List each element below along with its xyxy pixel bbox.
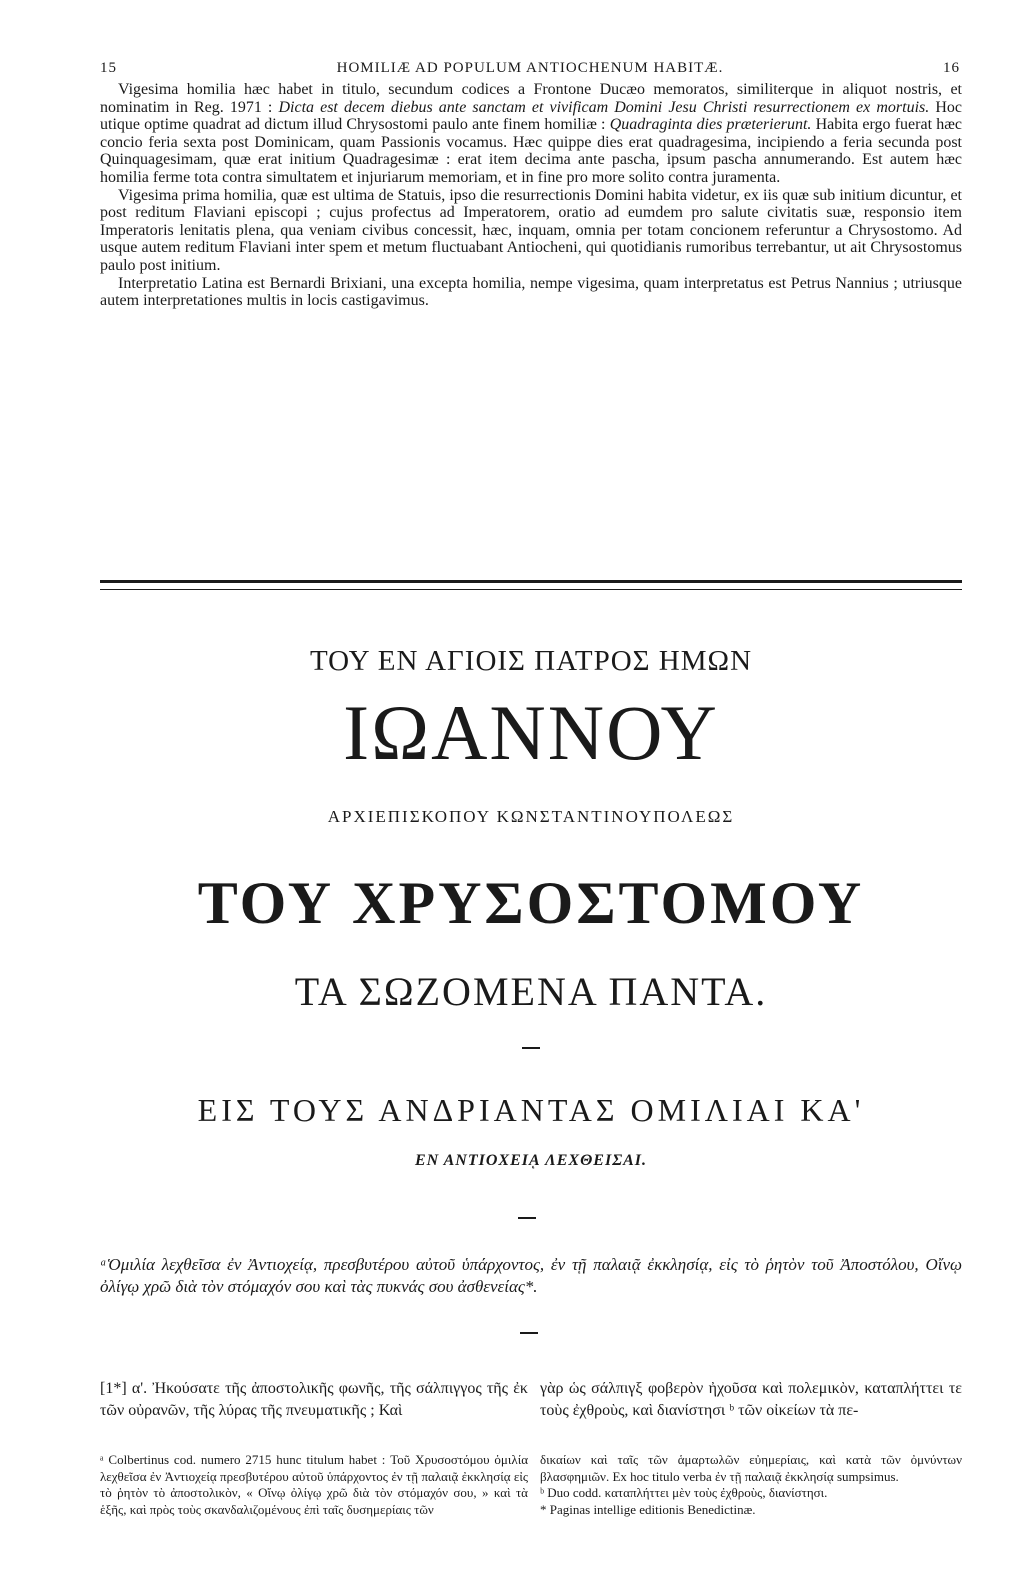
preface-paragraph-2: Vigesima prima homilia, quæ est ultima de Statuis, ipso die resurrectionis Domini habita videtur, ex iis quæ sub initium dicuntur, et post reditum Flaviani episcopi ; cujus profectus ad Imperatorem, oratio ad eumdem pro salute civitatis suæ, responsio item Imperatoris lenitatis plena, qua veniam civibus concessit, hæc, inquam, omnia per totam concionem referuntur a Chrysostomo. Ad usque autem reditum Flaviani inter spem et metum fluctuabant Antiocheni, qui quotidianis rumoribus terrebantur, ut ait Chrysostomus paulo post initium. (100, 186, 962, 274)
homilies-title: ΕΙΣ ΤΟΥΣ ΑΝΔΡΙΑΝΤΑΣ ΟΜΙΛΙΑΙ ΚΑ' (197, 1092, 865, 1128)
running-title: HOMILIÆ AD POPULUM ANTIOCHENUM HABITÆ. (336, 60, 724, 76)
title-chrysostom: ΤΟΥ ΧΡΥΣΟΣΤΟΜΟΥ (197, 870, 865, 936)
ornamental-dash (520, 1332, 538, 1334)
footnote-a-continued: δικαίων καὶ ταῖς τῶν ἁμαρτωλῶν εὐημερίαις, καὶ κατὰ τῶν ὀμνύντων βλασφημιῶν. Ex hoc titulo verba ἐν τῇ παλαιᾷ ἐκκλησίᾳ sumpsimus. (540, 1452, 962, 1484)
latin-preface (100, 81, 962, 310)
ornamental-dash (522, 1047, 540, 1049)
preface-text: Hoc utique optime quadrat ad dictum illud Chrysostomi paulo ante finem homiliæ : (100, 98, 963, 134)
homilies-subtitle: ΕΝ ΑΝΤΙΟΧΕΙᾼ ΛΕΧΘΕΙΣΑΙ. (415, 1152, 647, 1169)
title-author-name: ΙΩΑΝΝΟΥ (343, 689, 719, 776)
section-divider (100, 580, 962, 590)
preface-italic-quote: Dicta est decem diebus ante sanctam et vivificam Domini Jesu Christi resurrectionem ex mortuis. (278, 98, 930, 116)
body-column-right: γὰρ ὡς σάλπιγξ φοβερὸν ἠχοῦσα καὶ πολεμικὸν, καταπλήττει τε τοὺς ἐχθροὺς, καὶ διανίστησι ᵇ τῶν οἰκείων τὰ πε- (540, 1380, 962, 1419)
preface-paragraph-1 (100, 81, 962, 187)
preface-text: Habita ergo fuerat hæc concio feria sexta post Dominicam, quam Passionis vocamus. Hæc quippe dies erat quadragesima, incipiendo a feria secunda post Quinquagesimam, quæ erat initium Quadragesimæ : erat item decima ante pascha, ipsum pascha annumerando. Est autem hæc homilia ferme tota contra simultatem et injuriarum memoriam, et in fine pro more solito contra juramenta. (100, 116, 962, 186)
page-number-left: 15 (100, 60, 117, 76)
footnote-left: ᵃ Colbertinus cod. numero 2715 hunc titulum habet : Τοῦ Χρυσοστόμου ὁμιλία λεχθεῖσα ἐν Ἀντιοχείᾳ πρεσβυτέρου αὐτοῦ ὑπάρχοντος ἐν τῇ παλαιᾷ ἐκκλησίᾳ εἰς τὸ ῥητὸν τὸ ἀποστολικὸν, « Οἴνῳ ὀλίγῳ χρῶ διὰ τὸν στόμαχόν σου, » καὶ τὰ ἑξῆς, καὶ πρὸς τοὺς σκανδαλιζομένους ἐπὶ ταῖς δυσημερίαις τῶν (100, 1452, 528, 1517)
homily-epigraph: ᵃὉμιλία λεχθεῖσα ἐν Ἀντιοχείᾳ, πρεσβυτέρου αὐτοῦ ὑπάρχοντος, ἐν τῇ παλαιᾷ ἐκκλησίᾳ, εἰς τὸ ῥητὸν τοῦ Ἀποστόλου, Οἴνῳ ὀλίγῳ χρῶ διὰ τὸν στόμαχόν σου καὶ τὰς πυκνάς σου ἀσθενείας*. (100, 1255, 962, 1296)
preface-paragraph-3: Interpretatio Latina est Bernardi Brixiani, una excepta homilia, nempe vigesima, quam interpretatus est Petrus Nannius ; utriusque autem interpretationes multis in locis castigavimus. (100, 274, 962, 310)
title-line-5: ΤΑ ΣΩΖΟΜΕΝΑ ΠΑΝΤΑ. (294, 969, 768, 1014)
preface-text: Vigesima homilia hæc habet in titulo, secundum codices a Frontone Ducæo memoratos, similiterque in aliquot nostris, et nominatim in Reg. 1971 : (100, 81, 962, 116)
footnote-right (540, 1452, 962, 1518)
footnote-b: ᵇ Duo codd. καταπλήττει μὲν τοὺς ἐχθροὺς, διανίστησι. (540, 1485, 828, 1500)
preface-italic-quote: Quadraginta dies præterierunt. (609, 116, 812, 134)
page-number-right: 16 (943, 60, 960, 76)
title-line-1: ΤΟΥ ΕΝ ΑΓΙΟΙΣ ΠΑΤΡΟΣ ΗΜΩΝ (309, 645, 753, 677)
body-column-left: [1*] α'. Ἠκούσατε τῆς ἀποστολικῆς φωνῆς, τῆς σάλπιγγος τῆς ἐκ τῶν οὐρανῶν, τῆς λύρας τῆς πνευματικῆς ; Καὶ (100, 1380, 528, 1419)
title-line-3: ΑΡΧΙΕΠΙΣΚΟΠΟΥ ΚΩΝΣΤΑΝΤΙΝΟΥΠΟΛΕΩΣ (327, 807, 735, 826)
ornamental-dash (518, 1217, 536, 1219)
footnote-pagination-note: * Paginas intellige editionis Benedictinæ. (540, 1501, 756, 1517)
running-header (100, 60, 960, 82)
